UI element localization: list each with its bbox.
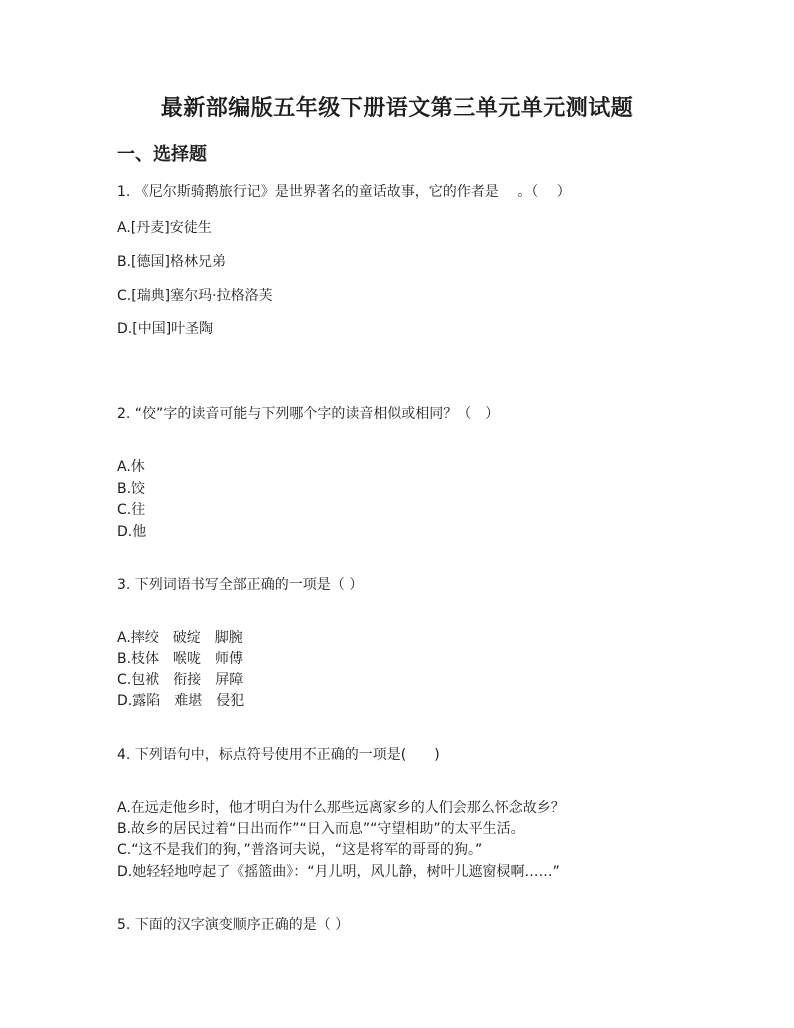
question-4-option-d: D.她轻轻地哼起了《摇篮曲》：“月儿明，风儿静，树叶儿遮窗棂啊……” [117, 864, 560, 880]
question-1-option-a: A.[丹麦]安徒生 [117, 220, 212, 236]
question-1-option-c: C.[瑞典]塞尔玛·拉格洛芙 [117, 288, 273, 304]
question-1-option-b: B.[德国]格林兄弟 [117, 254, 226, 270]
question-3-option-d: D.露陷 难堪 侵犯 [117, 693, 245, 709]
question-3-option-b: B.枝体 喉咙 师傅 [117, 651, 244, 667]
question-4-option-a: A.在远走他乡时，他才明白为什么那些远离家乡的人们会那么怀念故乡？ [117, 800, 565, 816]
question-4-stem: 4. 下列语句中，标点符号使用不正确的一项是( ) [117, 747, 440, 763]
question-2-option-d: D.他 [117, 524, 147, 540]
question-1-option-d: D.[中国]叶圣陶 [117, 321, 214, 337]
question-3-option-c: C.包袱 衔接 屏障 [117, 672, 244, 688]
question-2-stem: 2. “佼”字的读音可能与下列哪个字的读音相似或相同？（ ） [117, 406, 500, 422]
question-3-option-a: A.摔绞 破绽 脚腕 [117, 630, 243, 646]
question-2-option-b: B.饺 [117, 481, 146, 497]
question-3-stem: 3. 下列词语书写全部正确的一项是（ ） [117, 577, 364, 593]
question-4-option-c: C.“这不是我们的狗，”普洛诃夫说，“这是将军的哥哥的狗。” [117, 842, 483, 858]
question-1-stem: 1. 《尼尔斯骑鹅旅行记》是世界著名的童话故事，它的作者是 。（ ） [117, 184, 571, 200]
question-2-option-c: C.往 [117, 502, 146, 518]
section-heading: 一、选择题 [117, 144, 207, 165]
question-5-stem: 5. 下面的汉字演变顺序正确的是（ ） [117, 917, 350, 933]
question-2-option-a: A.休 [117, 459, 145, 475]
question-4-option-b: B.故乡的居民过着“日出而作”“日入而息”“守望相助”的太平生活。 [117, 821, 525, 837]
exam-title: 最新部编版五年级下册语文第三单元单元测试题 [160, 95, 634, 121]
